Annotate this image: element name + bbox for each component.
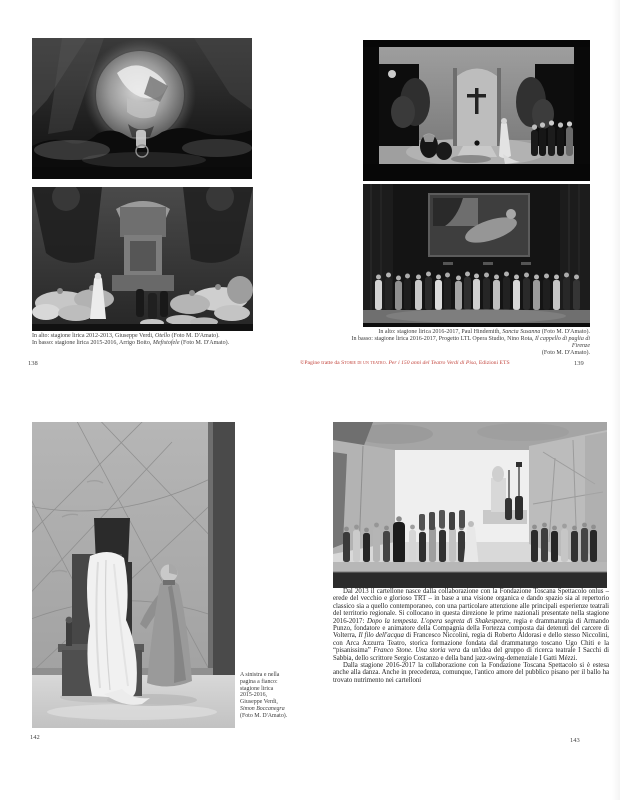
caption-top-left: [32, 333, 302, 347]
photo-simon-boccanegra-right: [333, 422, 607, 588]
caption-line-cappello: In basso: stagione lirica 2016-2017, Progetto LTL Opera Studio, Nino Rota, Il cappello di paglia di Firenze: [351, 336, 590, 349]
photo-cappello-di-paglia: [363, 184, 590, 327]
photo-simon-boccanegra-left: [32, 422, 235, 728]
caption-line: Giuseppe Verdi,: [240, 699, 278, 706]
page-number-138: 138: [28, 360, 38, 367]
caption-top-right: [335, 329, 590, 357]
caption-line: Simon Boccanegra: [240, 705, 285, 712]
caption-line: pagina a fianco:: [240, 678, 278, 685]
page-number-142: 142: [30, 734, 40, 741]
caption-line-otello: In alto: stagione lirica 2012-2013, Giuseppe Verdi, Otello (Foto M. D'Amato).: [32, 333, 220, 339]
photo-mefistofele: [32, 187, 253, 331]
paragraph-2: Dalla stagione 2016-2017 la collaborazione con la Fondazione Toscana Spettacolo si è estesa anche alla danza. Anche in precedenza, comunque, l'antico amore del pubblico pisano per il ballo ha trovato nutrimento nei cartelloni: [333, 662, 609, 684]
body-text: [333, 588, 609, 684]
caption-line: 2015-2016,: [240, 692, 267, 699]
paragraph-1: Dal 2013 il cartellone nasce dalla collaborazione con la Fondazione Toscana Spettacolo onlus – erede del vecchio e glorioso TRT – in base a una visione organica e dando spazio sia al repertorio classico sia a quello contemporaneo, con una particolare attenzione alle principali esperienze teatrali del territorio regionale. Si collocano in questa direzione le prime nazionali presentate nella stagione 2016-2017: Dopo la tempesta. L'opera segreta di Shakespeare, regia e drammaturgia di Armando Punzo, fondatore e animatore della Compagnia della Fortezza composta dai detenuti del carcere di Volterra, Il filo dell'acqua di Francesco Niccolini, regia di Roberto Aldorasi e dello stesso Niccolini, con Arca Azzurra Teatro, storica formazione fondata dal drammaturgo toscano Ugo Chiti e la “pisanissima” Franco Stone. Una storia vera da un'idea del gruppo di ricerca teatrale I Sacchi di Sabbia, dello scrittore Sergio Costanzo e della band jazz-swing-demenziale I Gatti Mézzi.: [333, 588, 609, 662]
caption-line-sancta-susanna: In alto: stagione lirica 2016-2017, Paul Hindemith, Sancta Susanna (Foto M. D'Amato).: [378, 329, 590, 335]
photo-sancta-susanna: [363, 40, 590, 181]
caption-bottom-left: [240, 672, 302, 720]
caption-line: A sinistra e nella: [240, 672, 280, 678]
credit-line: ©Pagine tratte da Storie di un teatro. Per i 150 anni del Teatro Verdi di Pisa, Edizioni ETS: [300, 360, 510, 366]
caption-line: stagione lirica: [240, 685, 274, 692]
page-number-139: 139: [574, 360, 584, 367]
photo-otello: [32, 38, 252, 179]
caption-line-photo-credit: (Foto M. D'Amato).: [541, 350, 590, 356]
caption-line-mefistofele: In basso: stagione lirica 2015-2016, Arrigo Boito, Mefistofele (Foto M. D'Amato).: [32, 340, 230, 346]
page-number-143: 143: [570, 737, 580, 744]
caption-line: (Foto M. D'Amato).: [240, 712, 288, 719]
